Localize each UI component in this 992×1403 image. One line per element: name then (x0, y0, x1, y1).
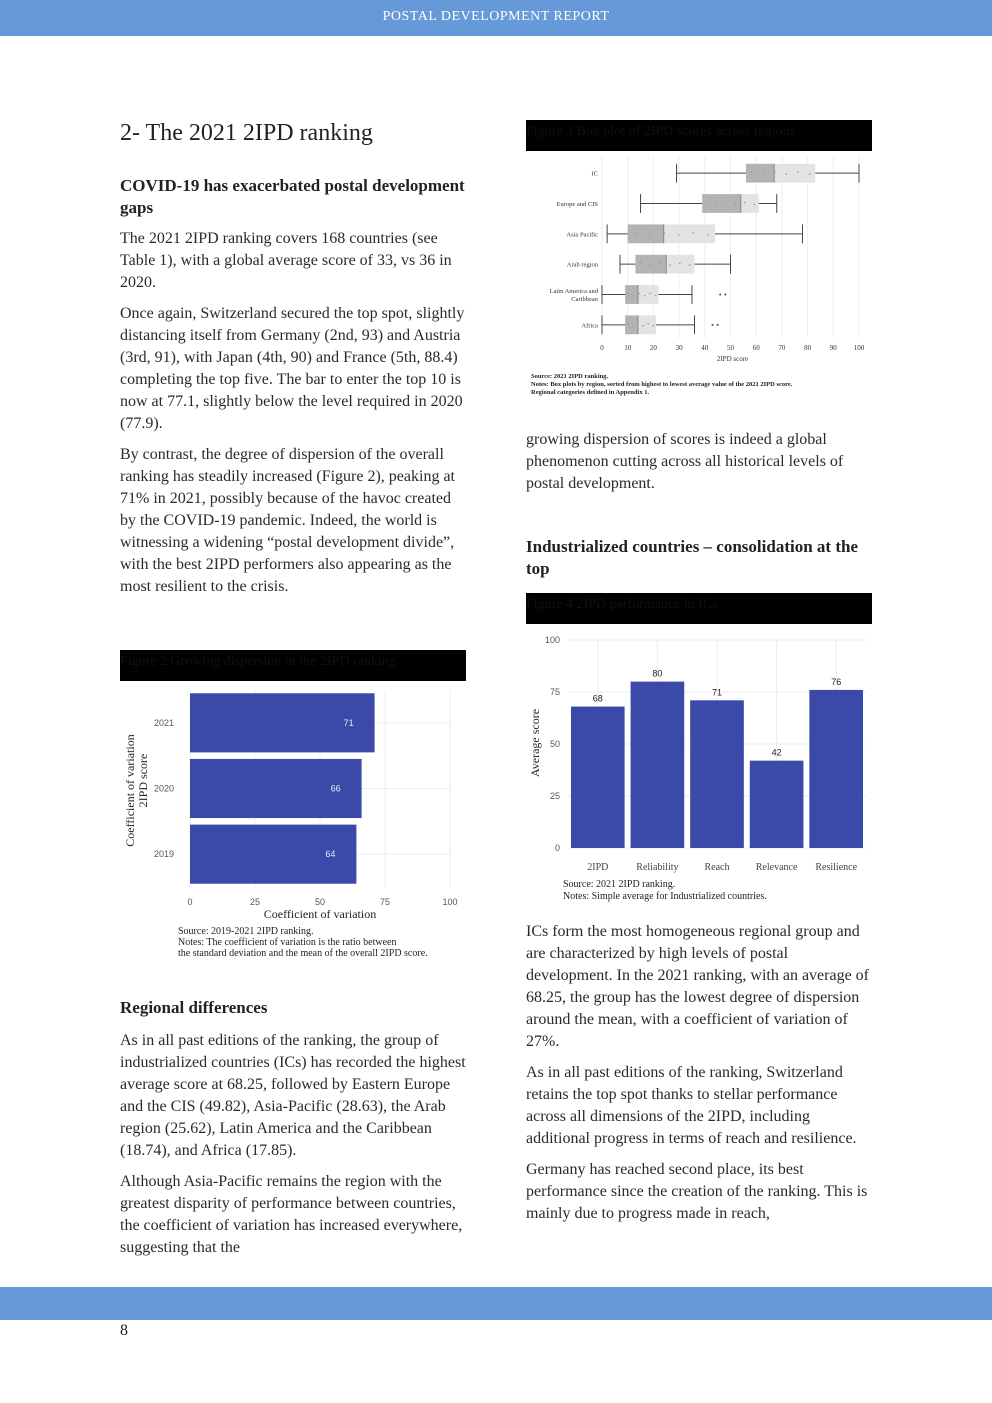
bar (690, 700, 744, 848)
bar-value-label: 68 (592, 693, 603, 704)
paragraph: By contrast, the degree of dispersion of the overall ranking has steadily increased (Figure 2), peaking at 71% in 2021, possibly because of the havoc created by the COVID-19 pandemic. Indeed, the world is witnessing a widening “postal development divide”, with the best 2IPD performers also appearing as the most resilient to the crisis. (120, 446, 455, 595)
data-point (632, 325, 634, 327)
y-tick-label: 50 (549, 739, 560, 749)
data-point (797, 171, 799, 173)
y-axis-title-line1: Coefficient of variation (123, 734, 137, 847)
subheading-covid: COVID-19 has exacerbated postal development gaps (120, 176, 465, 217)
bar (809, 690, 863, 848)
figure-4-chart (526, 626, 872, 878)
data-point (644, 295, 646, 297)
data-point (627, 293, 629, 295)
data-point (734, 204, 736, 206)
data-point (633, 295, 635, 297)
box-lower-half (702, 194, 741, 213)
header-title: POSTAL DEVELOPMENT REPORT (382, 9, 610, 24)
data-point (751, 171, 753, 173)
x-tick-label: 20 (649, 344, 657, 352)
paragraph: Once again, Switzerland secured the top spot, slightly distancing itself from Germany (2nd, 93) and Austria (3rd, 91), with Japan (4th, 90) and France (5th, 88.4) completing the top five. The bar to enter the top 10 is now at 77.1, slightly below the level required in 2020 (77.9). (120, 305, 465, 432)
data-point (679, 262, 681, 264)
figure-4-notes (563, 879, 767, 903)
box-lower-half (628, 224, 664, 243)
right-column-bottom (526, 921, 872, 1225)
y-tick-label: 2020 (153, 783, 174, 794)
data-point (725, 202, 727, 204)
data-point (638, 293, 640, 295)
subheading-industrialized: Industrialized countries – consolidation at the top (526, 537, 858, 578)
x-tick-label: 100 (442, 897, 458, 907)
data-point (627, 323, 629, 325)
figure-2-chart (120, 682, 466, 932)
category-label: Europe and CIS (556, 201, 598, 208)
y-tick-label: 75 (549, 687, 560, 697)
subheading-regional: Regional differences (120, 998, 268, 1017)
data-point (786, 173, 788, 175)
figure-4-source: Source: 2021 2IPD ranking. (563, 879, 676, 890)
x-tick-label: Relevance (755, 862, 798, 873)
box-lower-half (746, 164, 774, 183)
x-tick-label: 80 (804, 344, 812, 352)
footer-bar (0, 1287, 992, 1320)
figure-3-notes-line2: Regional categories defined in Appendix 1. (531, 389, 650, 396)
data-point (706, 202, 708, 204)
data-point (689, 264, 691, 266)
category-label: Caribbean (571, 296, 598, 303)
box-upper-half (774, 164, 815, 183)
x-tick-label: 0 (600, 344, 604, 352)
paragraph: The 2021 2IPD ranking covers 168 countries (see Table 1), with a global average score of 33, vs 36 in 2020. (120, 230, 452, 291)
figure-2-notes-line1: Notes: The coefficient of variation is the ratio between (178, 937, 397, 948)
x-tick-label: 100 (853, 344, 865, 352)
category-label: Asia Pacific (566, 231, 598, 239)
x-tick-label: 10 (624, 344, 632, 352)
box-lower-half (625, 285, 638, 304)
x-tick-label: 90 (829, 344, 837, 352)
data-point (762, 173, 764, 175)
data-point (634, 232, 636, 234)
x-tick-label: 30 (675, 344, 683, 352)
data-point (753, 204, 755, 206)
x-axis-title: Coefficient of variation (263, 907, 377, 921)
bar-value-label: 42 (771, 747, 782, 758)
data-point (663, 232, 665, 234)
box-lower-half (625, 315, 638, 334)
data-point (649, 264, 651, 266)
x-tick-label: 40 (701, 344, 709, 352)
paragraph: As in all past editions of the ranking, Switzerland retains the top spot thanks to stellar performance across all dimensions of the 2IPD, including additional progress in terms of reach and resilience. (526, 1064, 857, 1147)
y-tick-label: 100 (544, 635, 560, 645)
category-label: Arab region (566, 261, 598, 269)
section-heading: 2- The 2021 2IPD ranking (120, 120, 373, 146)
paragraph: Although Asia-Pacific remains the region with the greatest disparity of performance between countries, the coefficient of variation has increased everywhere, suggesting that the (120, 1173, 463, 1256)
figure-3-notes-line1: Notes: Box plots by region, sorted from highest to lowest average value of the 2021 2IPD score. (531, 381, 793, 388)
x-tick-label: 50 (314, 897, 326, 907)
bar-value-label: 71 (343, 717, 354, 728)
data-point (774, 171, 776, 173)
x-tick-label: Reliability (636, 862, 679, 873)
box-upper-half (664, 224, 715, 243)
left-column-bottom (120, 997, 466, 1259)
y-tick-label: 25 (549, 791, 560, 801)
box-upper-half (638, 315, 656, 334)
x-tick-label: 75 (379, 897, 391, 907)
paragraph: growing dispersion of scores is indeed a global phenomenon cutting across all historical levels of postal development. (526, 431, 844, 492)
data-point (669, 264, 671, 266)
figure-4-notes-line: Notes: Simple average for Industrialized countries. (563, 891, 767, 902)
bar (631, 682, 685, 848)
paragraph: Germany has reached second place, its best performance since the creation of the ranking. This is mainly due to progress made in reach, (526, 1161, 868, 1222)
box-lower-half (635, 255, 666, 274)
y-tick-label: 0 (554, 843, 560, 853)
data-point (678, 234, 680, 236)
figure-3-chart (526, 152, 872, 370)
category-label: Latin America and (549, 288, 598, 295)
figure-2-caption: Figure 2 Growing dispersion in the 2IPD ranking (120, 650, 466, 681)
header-bar (0, 0, 992, 36)
bar-value-label: 71 (711, 687, 723, 698)
outlier-point (712, 324, 714, 326)
paragraph: As in all past editions of the ranking, the group of industrialized countries (ICs) has recorded the highest average score at 68.25, followed by Eastern Europe and the CIS (49.82), Asia-Pacific (28.63), the Arab region (25.62), Latin America and the Caribbean (18.74), and Africa (17.85). (120, 1032, 466, 1159)
figure-3-source: Source: 2021 2IPD ranking. (531, 373, 609, 380)
x-axis-title: 2IPD score (716, 355, 749, 363)
data-point (637, 323, 639, 325)
box-upper-half (638, 285, 659, 304)
box-upper-half (666, 255, 694, 274)
data-point (716, 204, 718, 206)
data-point (640, 262, 642, 264)
data-point (647, 323, 649, 325)
y-axis-title: Average score (528, 708, 542, 778)
x-tick-label: 25 (249, 897, 261, 907)
page-number: 8 (120, 1322, 128, 1339)
x-tick-label: 50 (727, 344, 734, 352)
x-tick-label: 70 (778, 344, 786, 352)
x-tick-label: Resilience (815, 862, 858, 873)
data-point (653, 325, 655, 327)
figure-2-notes (178, 926, 428, 959)
x-tick-label: 60 (752, 344, 760, 352)
x-tick-label: 0 (187, 897, 193, 907)
figure-3-notes (531, 373, 792, 397)
bar-value-label: 76 (831, 676, 842, 687)
y-axis-title-line2: 2IPD score (136, 753, 150, 808)
category-label: Africa (581, 322, 598, 330)
data-point (744, 202, 746, 204)
bar (750, 761, 804, 848)
data-point (649, 293, 651, 295)
figure-4-caption: Figure 4 2IPD performance in ICs (526, 593, 872, 624)
data-point (809, 173, 811, 175)
data-point (655, 295, 657, 297)
right-column-top (526, 429, 872, 580)
y-tick-label: 2019 (153, 849, 174, 860)
data-point (659, 262, 661, 264)
bar (571, 707, 625, 848)
category-label: IC (591, 170, 598, 178)
data-point (642, 325, 644, 327)
outlier-point (717, 324, 719, 326)
figure-2-source: Source: 2019-2021 2IPD ranking. (178, 926, 314, 937)
data-point (649, 234, 651, 236)
outlier-point (724, 294, 726, 296)
y-tick-label: 2021 (153, 717, 174, 728)
left-column-top (120, 120, 466, 598)
bar-value-label: 66 (330, 783, 341, 794)
outlier-point (719, 294, 721, 296)
x-tick-label: 2IPD (587, 862, 609, 873)
data-point (707, 234, 709, 236)
paragraph: ICs form the most homogeneous regional group and are characterized by high levels of postal development. In the 2021 ranking, with an average of 68.25, the group has the lowest degree of dispersion around the mean, with a coefficient of variation of 27%. (526, 923, 869, 1050)
figure-3-caption: Figure 3 Box plot of 2IPD scores across regions (526, 120, 872, 151)
bar-value-label: 80 (652, 668, 663, 679)
figure-2-notes-line2: the standard deviation and the mean of the overall 2IPD score. (178, 948, 428, 959)
x-tick-label: Reach (704, 862, 730, 873)
data-point (692, 232, 694, 234)
box-upper-half (741, 194, 759, 213)
bar-value-label: 64 (325, 849, 336, 860)
